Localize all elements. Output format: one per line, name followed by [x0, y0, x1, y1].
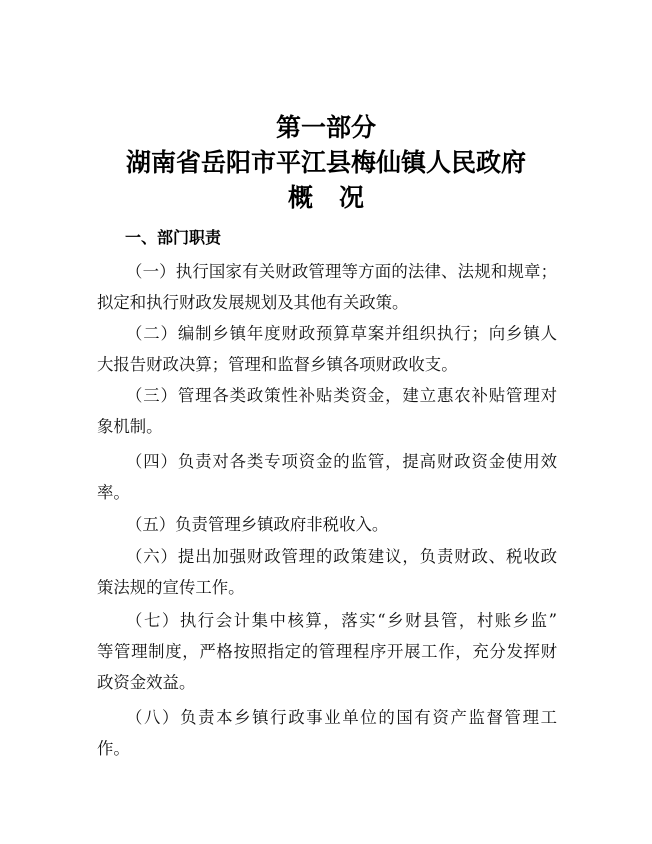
paragraph-line: 象机制。 — [97, 417, 163, 436]
paragraph-line: （五）负责管理乡镇政府非税收入。 — [126, 515, 389, 534]
paragraph-line: （四）负责对各类专项资金的监管，提高财政资金使用效 — [126, 452, 557, 471]
overview-title: 概况 — [287, 183, 390, 212]
paragraph-line: 拟定和执行财政发展规划及其他有关政策。 — [97, 293, 409, 312]
duty-paragraph-7 — [97, 605, 557, 698]
duty-paragraph-1 — [97, 256, 557, 318]
duty-paragraph-3 — [97, 380, 557, 442]
paragraph-line: 率。 — [97, 483, 130, 502]
paragraph-line: （二）编制乡镇年度财政预算草案并组织执行；向乡镇人 — [126, 324, 557, 343]
paragraph-line: （七）执行会计集中核算，落实“乡财县管，村账乡监” — [126, 611, 557, 630]
section-heading-department-duties: 一、部门职责 — [125, 228, 222, 247]
duty-paragraph-4 — [97, 446, 557, 508]
paragraph-line: 政资金效益。 — [97, 673, 196, 692]
paragraph-line: 策法规的宣传工作。 — [97, 578, 245, 597]
paragraph-line: 等管理制度，严格按照指定的管理程序开展工作，充分发挥财 — [97, 642, 557, 661]
paragraph-line: （一）执行国家有关财政管理等方面的法律、法规和规章； — [126, 262, 557, 281]
paragraph-line: （三）管理各类政策性补贴类资金，建立惠农补贴管理对 — [126, 386, 557, 405]
part-title: 第一部分 — [275, 113, 376, 142]
duty-paragraph-2 — [97, 318, 557, 380]
organization-title: 湖南省岳阳市平江县梅仙镇人民政府 — [125, 148, 526, 177]
paragraph-line: （八）负责本乡镇行政事业单位的国有资产监督管理工 — [126, 708, 557, 727]
duty-paragraph-8 — [97, 702, 557, 764]
duty-paragraph-5 — [97, 509, 557, 540]
paragraph-line: （六）提出加强财政管理的政策建议，负责财政、税收政 — [126, 547, 557, 566]
paragraph-line: 作。 — [97, 739, 130, 758]
paragraph-line: 大报告财政决算；管理和监督乡镇各项财政收支。 — [97, 355, 458, 374]
duty-paragraph-6 — [97, 541, 557, 603]
